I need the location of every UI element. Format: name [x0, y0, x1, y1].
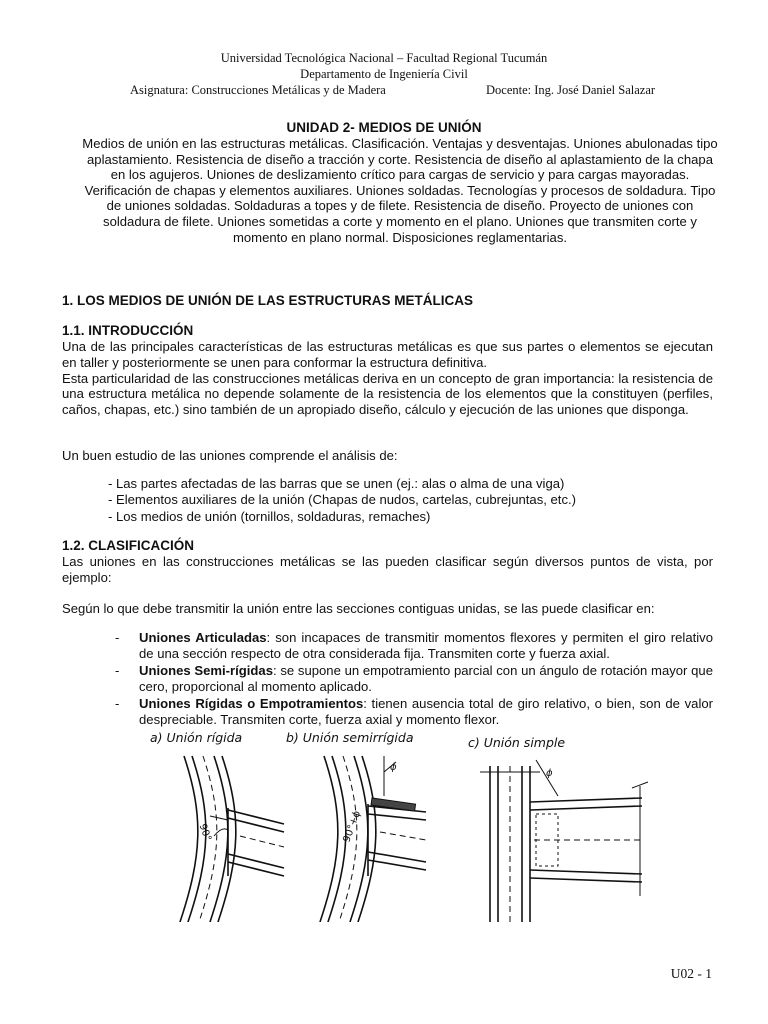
list-item: - Las partes afectadas de las barras que se unen (ej.: alas o alma de una viga)	[108, 476, 565, 491]
list-item	[62, 696, 713, 727]
classif-p2: Según lo que debe transmitir la unión entre las secciones contiguas unidas, se las puede clasificar en:	[62, 601, 655, 616]
list-item	[62, 663, 713, 694]
section-1-1-title: 1.1. INTRODUCCIÓN	[62, 323, 194, 338]
list-item	[62, 630, 713, 661]
figure-label-simple: c) Unión simple	[468, 735, 566, 750]
intro-p3: Un buen estudio de las uniones comprende el análisis de:	[62, 448, 398, 463]
section-1-title: 1. LOS MEDIOS DE UNIÓN DE LAS ESTRUCTURAS METÁLICAS	[62, 293, 474, 308]
connection-types-figure	[144, 726, 652, 922]
list-dash: -	[115, 630, 120, 645]
header-university: Universidad Tecnológica Nacional – Facultad Regional Tucumán	[220, 51, 548, 65]
angle-label: 90°+ϕ	[341, 809, 364, 844]
union-type-text: : se supone un empotramiento parcial con un ángulo de rotación mayor que cero, proporcional al momento aplicado.	[139, 663, 713, 694]
simple-joint-drawing	[480, 760, 648, 922]
page-number: U02 - 1	[670, 966, 712, 981]
classif-p1: Las uniones en las construcciones metálicas se las pueden clasificar según diversos puntos de vista, por ejemplo:	[62, 554, 713, 585]
intro-paragraph	[62, 339, 713, 418]
union-type-text: : son incapaces de transmitir momentos flexores y permiten el giro relativo de una sección respecto de otra considerada fija. Transmiten corte y fuerza axial.	[139, 630, 713, 661]
angle-label: 90°	[196, 822, 213, 843]
unit-summary: Medios de unión en las estructuras metálicas. Clasificación. Ventajas y desventajas. Uniones abulonadas tipo aplastamiento. Resistencia de diseño a tracción y corte. Resistencia de diseño al aplastamiento de la chapa en los agujeros. Uniones de deslizamiento crítico para cargas de servicio y para cargas mayoradas. Verificación de chapas y elementos auxiliares. Uniones soldadas. Tecnologías y procesos de soldadura. Tipo de uniones soldadas. Soldaduras a topes y de filete. Resistencia de diseño. Proyecto de uniones con soldadura de filete. Uniones sometidas a corte y momento en el plano. Uniones que transmiten corte y momento en plano normal. Disposiciones reglamentarias.	[82, 136, 718, 245]
analysis-list	[108, 476, 576, 525]
list-item: - Elementos auxiliares de la unión (Chapas de nudos, cartelas, cubrejuntas, etc.)	[108, 492, 576, 508]
header-teacher: Docente: Ing. José Daniel Salazar	[486, 83, 656, 97]
rigid-joint-drawing	[180, 756, 284, 922]
section-1-2-title: 1.2. CLASIFICACIÓN	[62, 538, 195, 553]
intro-p1: Una de las principales características de las estructuras metálicas es que sus partes o elementos se ejecutan en taller y posteriormente se unen para conformar la estructura definitiva.	[62, 339, 713, 370]
list-dash: -	[115, 696, 120, 712]
union-type-text: : tienen ausencia total de giro relativo, o bien, son de valor despreciable. Transmiten corte, fuerza axial y momento flexor.	[139, 696, 714, 727]
header-subject: Asignatura: Construcciones Metálicas y de Madera	[130, 83, 386, 97]
figure-label-semirigid: b) Unión semirrígida	[286, 730, 414, 745]
header-department: Departamento de Ingeniería Civil	[300, 67, 468, 81]
union-types-list	[62, 630, 713, 730]
semirigid-joint-drawing	[320, 756, 426, 922]
list-item: - Los medios de unión (tornillos, soldaduras, remaches)	[108, 508, 431, 524]
phi-label: ϕ	[390, 762, 397, 773]
unit-title: UNIDAD 2- MEDIOS DE UNIÓN	[286, 120, 482, 135]
phi-label: ϕ	[546, 768, 553, 779]
union-type-term: Uniones Articuladas	[139, 630, 267, 645]
union-type-term: Uniones Semi-rígidas	[139, 663, 273, 679]
figure-label-rigid: a) Unión rígida	[150, 730, 243, 745]
list-dash: -	[115, 663, 120, 679]
union-type-term: Uniones Rígidas o Empotramientos	[139, 696, 364, 712]
intro-p2: Esta particularidad de las construcciones metálicas deriva en un concepto de gran importancia: la resistencia de una estructura metálica no depende solamente de la resistencia de los elementos que la constituyen (perfiles, caños, chapas, etc.) sino también de un apropiado diseño, cálculo y ejecución de las uniones que disponga.	[62, 370, 713, 418]
